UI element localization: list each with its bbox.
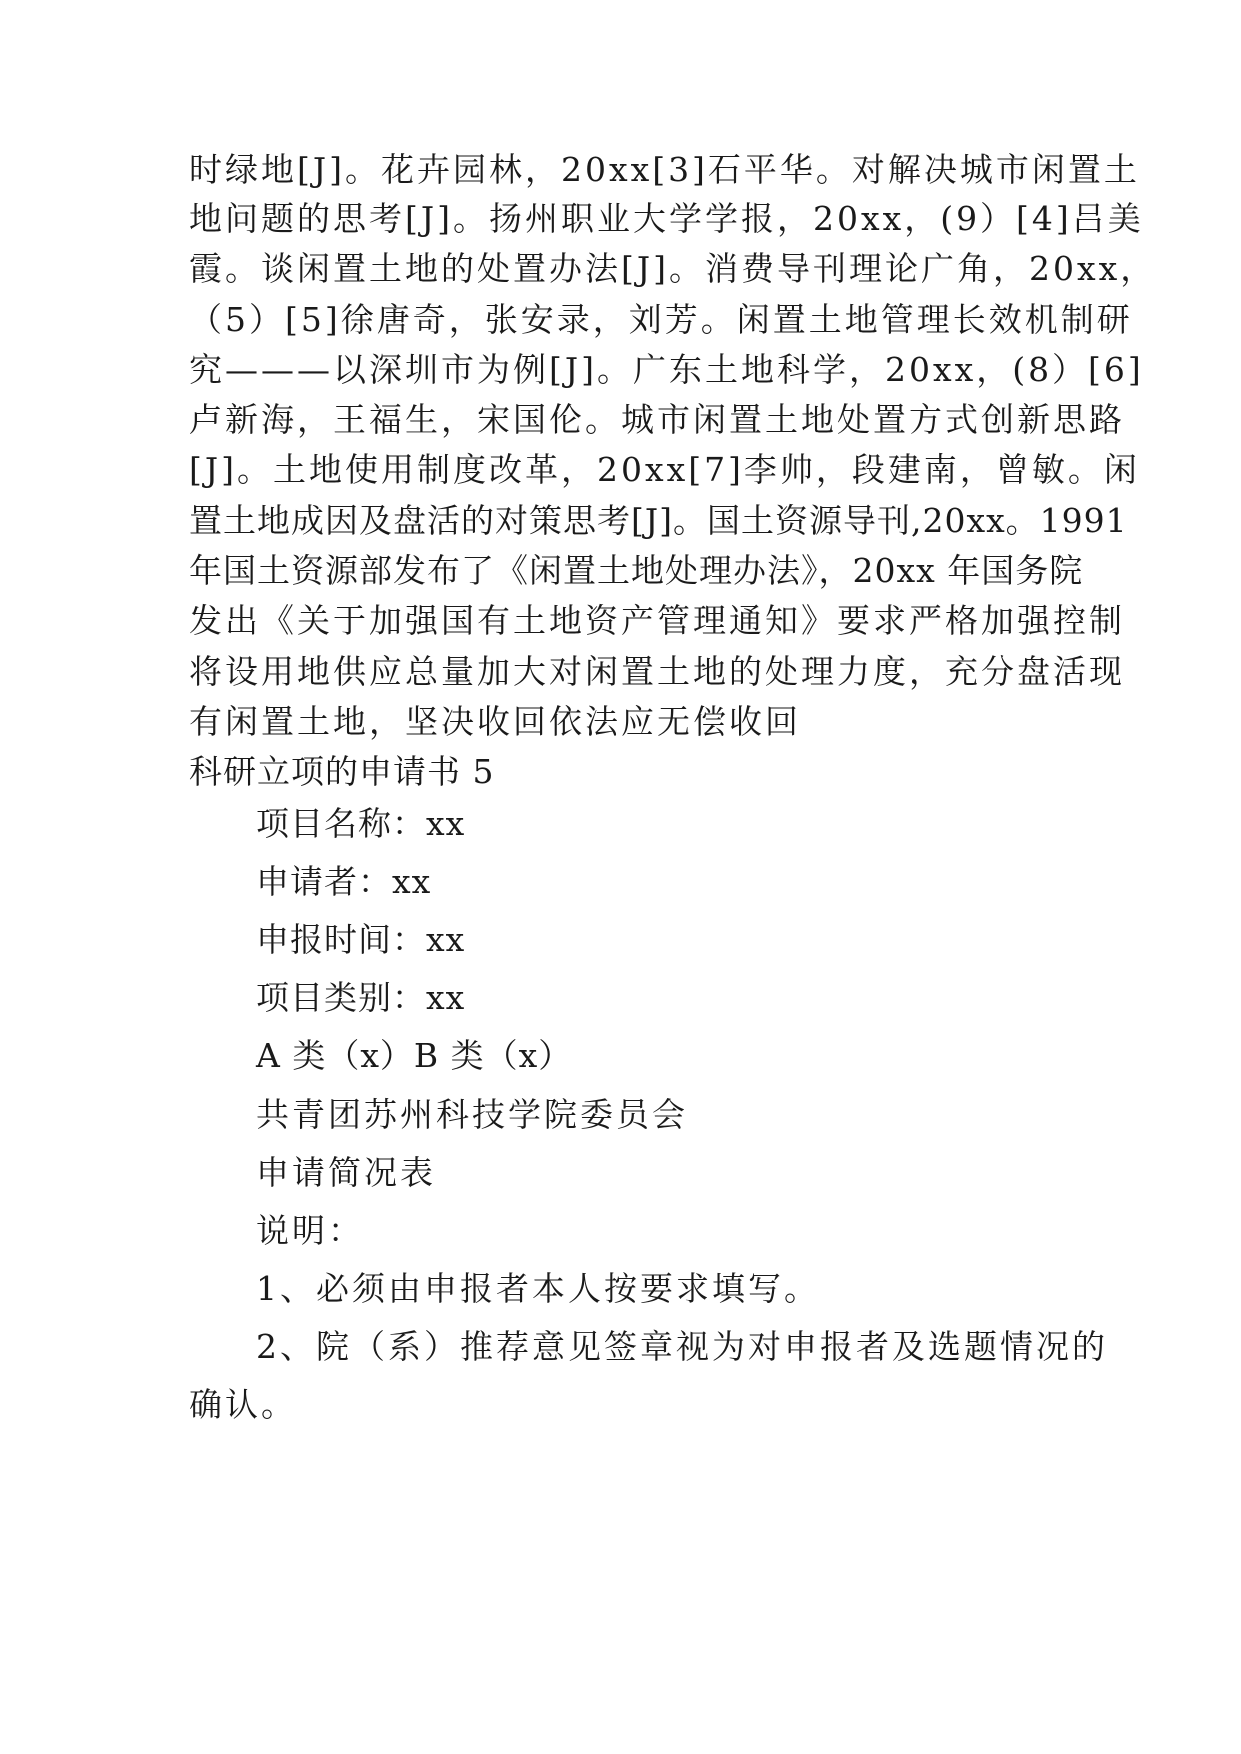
reference-line: 将设用地供应总量加大对闲置土地的处理力度，充分盘活现 [189, 652, 1125, 691]
form-line-submission-time: 申报时间：xx [256, 920, 466, 959]
reference-line: 究———以深圳市为例[J]。广东土地科学，20xx，(8）[6] [189, 350, 1144, 389]
form-line-class-options: A 类（x）B 类（x） [256, 1036, 573, 1075]
form-line-project-category: 项目类别：xx [256, 978, 466, 1017]
reference-line: 有闲置土地，坚决收回依法应无偿收回 [189, 702, 801, 741]
reference-line: 置土地成因及盘活的对策思考[J]。国土资源导刊,20xx。1991 [189, 501, 1128, 540]
reference-line: 年国土资源部发布了《闲置土地处理办法》，20xx 年国务院 [189, 551, 1084, 590]
reference-line: （5）[5]徐唐奇，张安录，刘芳。闲置土地管理长效机制研 [189, 300, 1133, 339]
reference-line: 时绿地[J]。花卉园林，20xx[3]石平华。对解决城市闲置土 [189, 150, 1140, 189]
form-line-applicant: 申请者：xx [256, 862, 432, 901]
form-line-summary-table-title: 申请简况表 [256, 1153, 436, 1192]
reference-line: 地问题的思考[J]。扬州职业大学学报，20xx，(9）[4]吕美 [189, 199, 1144, 238]
form-line-organization: 共青团苏州科技学院委员会 [256, 1095, 688, 1134]
form-line-note-2: 2、院（系）推荐意见签章视为对申报者及选题情况的 [256, 1327, 1108, 1366]
note-2-continuation: 确认。 [189, 1385, 297, 1424]
form-line-project-name: 项目名称：xx [256, 804, 466, 843]
reference-line: 卢新海，王福生，宋国伦。城市闲置土地处置方式创新思路 [189, 400, 1125, 439]
form-line-note-1: 1、必须由申报者本人按要求填写。 [256, 1269, 820, 1308]
reference-line: 霞。谈闲置土地的处置办法[J]。消费导刊理论广角，20xx， [189, 249, 1157, 288]
section-title: 科研立项的申请书 5 [189, 752, 495, 791]
form-line-notes-heading: 说明： [256, 1211, 364, 1250]
reference-line: [J]。土地使用制度改革，20xx[7]李帅，段建南，曾敏。闲 [189, 450, 1140, 489]
reference-line: 发出《关于加强国有土地资产管理通知》要求严格加强控制 [189, 601, 1125, 640]
